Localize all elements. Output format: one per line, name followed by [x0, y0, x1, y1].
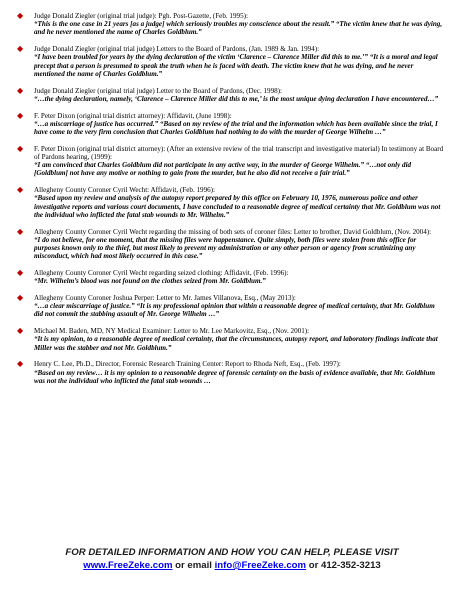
- statement-quote: “I do not believe, for one moment, that the missing files were happenstance. Quite simply, both files were stolen from this office for purposes known only to the thief, but most likely to prevent my administration or any other person or agency from scrutinizing any misconduct, which had most likely occurred in this case.”: [34, 235, 417, 261]
- statement-quote: “…a miscarriage of justice has occurred.” “Based on my review of the trial and the information which has been available since the trial, I have come to the very firm conclusion that Charles Goldblum had nothing to do with the murder of George Wilhelm …”: [34, 119, 438, 137]
- bullet-icon: ◆: [17, 326, 24, 336]
- statement-item: [14, 145, 444, 178]
- footer: [0, 546, 464, 572]
- bullet-icon: ◆: [17, 44, 24, 54]
- statement-quote: “Based upon my review and analysis of the autopsy report prepared by this office on February 10, 1976, numerous police and other investigative reports and various court documents, I have concluded to a reasonable degree of medical certainty that Mr. Goldblum was not the individual who inflicted the fatal stab wounds to Mr. Wilhelm.”: [34, 194, 441, 219]
- bullet-icon: ◆: [17, 143, 24, 153]
- statement-item: [14, 228, 444, 261]
- statement-item: [14, 87, 444, 103]
- statement-item: [14, 12, 444, 37]
- statement-source: Allegheny County Coroner Cyril Wecht regarding the missing of both sets of coroner files: Letter to brother, David Goldblum, (Nov. 2004):: [34, 227, 432, 236]
- statement-quote: “I have been troubled for years by the dying declaration of the victim ‘Clarence – Clarence Miller did this to me.’” “It is a moral and legal precept that a person is presumed to speak the truth when he is faced with death. The victim knew that he was dying, and he never mentioned the name of Charles Goldblum.”: [34, 53, 438, 78]
- statement-item: [14, 186, 444, 219]
- statement-item: [14, 294, 444, 319]
- statement-source: Henry C. Lee, Ph.D., Director, Forensic Research Training Center: Report to Rhoda Neft, Esq., (Feb. 1997):: [34, 360, 341, 369]
- statement-source: Allegheny County Coroner Cyril Wecht: Affidavit, (Feb. 1996):: [34, 186, 216, 195]
- statement-source: Judge Donald Ziegler (original trial judge): Pgh. Post-Gazette, (Feb. 1995):: [34, 12, 248, 20]
- statement-quote: “…the dying declaration, namely, ‘Clarence – Clarence Miller did this to me,’ is the most unique dying declaration I have encountered…”: [34, 94, 439, 103]
- statement-item: [14, 360, 444, 385]
- statement-quote: “Mr. Wilhelm’s blood was not found on the clothes seized from Mr. Goldblum.”: [34, 277, 266, 286]
- bullet-icon: ◆: [17, 11, 24, 20]
- or-email-text: or email: [172, 560, 215, 571]
- statement-list: [14, 12, 444, 385]
- bullet-icon: ◆: [17, 185, 24, 195]
- statement-source: Allegheny County Coroner Cyril Wecht regarding seized clothing: Affidavit, (Feb. 1996):: [34, 269, 289, 278]
- bullet-icon: ◆: [17, 268, 24, 278]
- statement-source: F. Peter Dixon (original trial district attorney): Affidavit, (June 1998):: [34, 111, 232, 120]
- statement-source: Allegheny County Coroner Joshua Perper: Letter to Mr. James Villanova, Esq., (May 2013):: [34, 294, 296, 303]
- statement-source: F. Peter Dixon (original trial district attorney): (After an extensive review of the trial transcript and investigative material) In testimony at Board of Pardons hearing, (1999):: [34, 144, 444, 162]
- statement-source: Judge Donald Ziegler (original trial judge) Letter to the Board of Pardons, (Dec. 1998):: [34, 86, 283, 95]
- statement-source: Michael M. Baden, MD, NY Medical Examiner: Letter to Mr. Lee Markovitz, Esq., (Nov. 2001):: [34, 327, 310, 336]
- bullet-icon: ◆: [17, 110, 24, 120]
- statement-item: [14, 327, 444, 352]
- statement-item: [14, 269, 444, 285]
- bullet-icon: ◆: [17, 359, 24, 369]
- statement-item: [14, 112, 444, 137]
- phone-text: or 412-352-3213: [306, 560, 381, 571]
- bullet-icon: ◆: [17, 226, 24, 236]
- statement-quote: “It is my opinion, to a reasonable degree of medical certainty, that the circumstances, autopsy report, and laboratory findings indicate that Miller was the stabber and not Mr. Goldblum.”: [34, 335, 438, 352]
- footer-contact: [0, 559, 464, 572]
- email-link[interactable]: info@FreeZeke.com: [214, 560, 307, 571]
- website-link[interactable]: www.FreeZeke.com: [83, 560, 173, 571]
- statement-quote: “This is the one case in 21 years [as a judge] which seriously troubles my conscience about the result.” “The victim knew that he was dying, and he never mentioned the name of Charles Goldblum.”: [34, 20, 443, 37]
- statement-item: [14, 45, 444, 78]
- bullet-icon: ◆: [17, 293, 24, 303]
- bullet-icon: ◆: [17, 85, 24, 95]
- statement-quote: “Based on my review… it is my opinion to a reasonable degree of forensic certainty on the basis of evidence available, that Mr. Goldblum was not the individual who inflicted the fatal stab wounds …: [34, 368, 435, 385]
- statement-quote: “…a clear miscarriage of justice.” “It is my professional opinion that within a reasonable degree of medical certainty, that Mr. Goldblum did not commit the stabbing assault of Mr. George Wilhelm …”: [34, 302, 435, 319]
- statement-quote: “I am convinced that Charles Goldblum did not participate in any active way, in the murder of George Wilhelm.” “…not only did [Goldblum] not have any motive or nothing to gain from the murder, but he also did not receive a fair trial.”: [34, 161, 412, 178]
- statement-source: Judge Donald Ziegler (original trial judge) Letters to the Board of Pardons, (Jan. 1989 & Jan. 1994):: [34, 45, 320, 54]
- footer-callout: FOR DETAILED INFORMATION AND HOW YOU CAN HELP, PLEASE VISIT: [65, 547, 399, 558]
